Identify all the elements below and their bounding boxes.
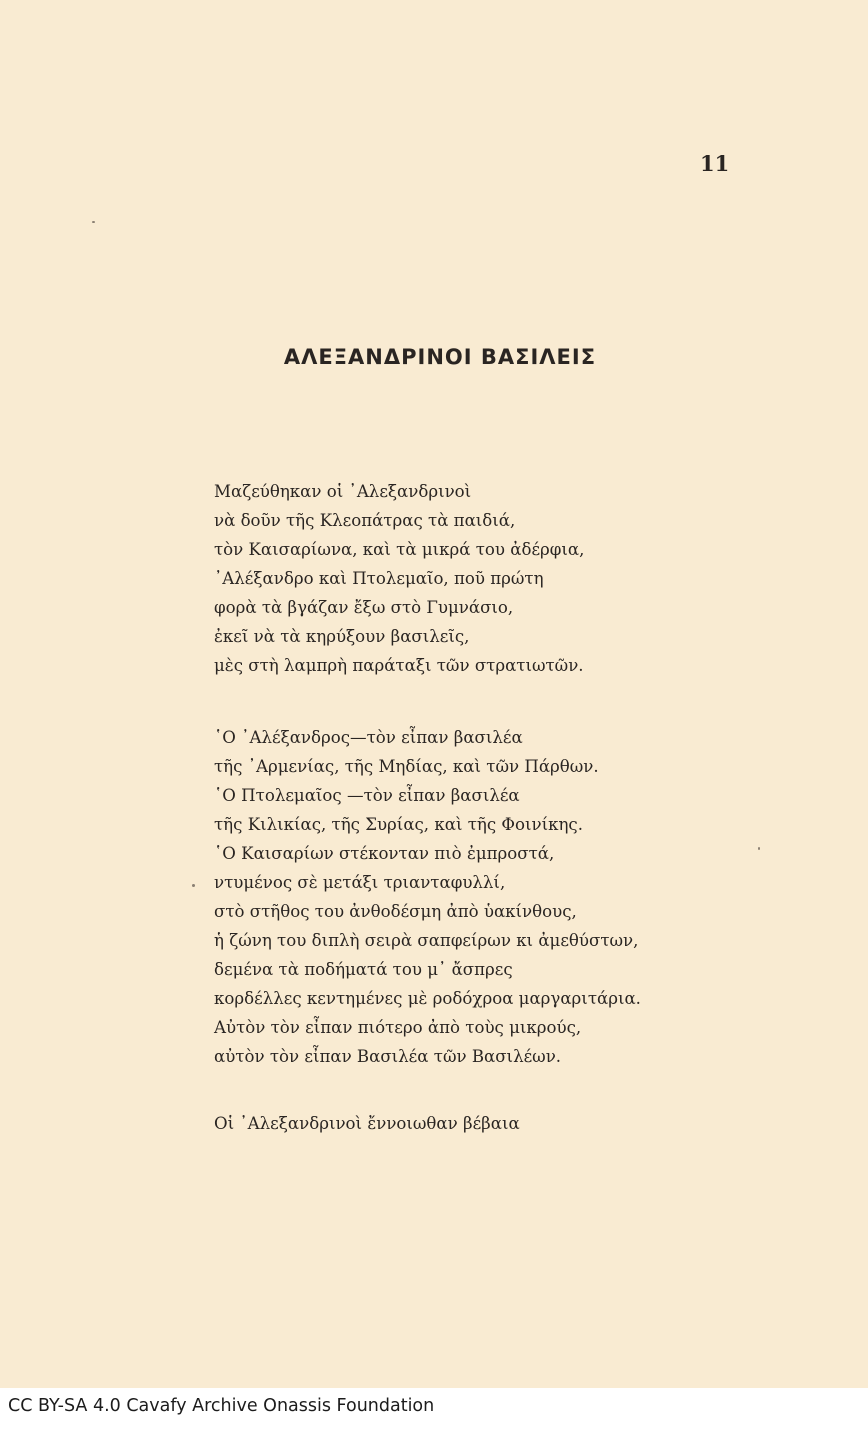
footer-bar (0, 1388, 868, 1429)
poem-line: τῆς ᾿Αρμενίας, τῆς Μηδίας, καὶ τῶν Πάρθων. (214, 757, 599, 776)
poem-line: ἐκεῖ νὰ τὰ κηρύξουν βασιλεῖς, (214, 627, 470, 646)
poem-line: Οἱ ᾿Αλεξανδρινοὶ ἔννοιωθαν βέβαια (214, 1114, 520, 1133)
poem-line: κορδέλλες κεντημένες μὲ ροδόχροα μαργαριτάρια. (214, 989, 641, 1008)
poem-line: ἡ ζώνη του διπλὴ σειρὰ σαπφείρων κι ἀμεθύστων, (214, 931, 639, 950)
poem-line: στὸ στῆθος του ἀνθοδέσμη ἀπὸ ὑακίνθους, (214, 902, 577, 921)
poem-line: ᾿Αλέξανδρο καὶ Πτολεμαῖο, ποῦ πρώτη (214, 569, 544, 588)
poem-line: φορὰ τὰ βγάζαν ἔξω στὸ Γυμνάσιο, (214, 598, 514, 617)
page-number: 11 (700, 151, 730, 176)
poem-line: Μαζεύθηκαν οἱ ᾿Αλεξανδρινοὶ (214, 482, 472, 501)
poem-line: ῾Ο Καισαρίων στέκονταν πιὸ ἐμπροστά, (214, 844, 555, 863)
stanza-1 (214, 477, 584, 680)
poem-line: τῆς Κιλικίας, τῆς Συρίας, καὶ τῆς Φοινίκης. (214, 815, 583, 834)
poem-title: ΑΛΕΞΑΝΔΡΙΝΟΙ ΒΑΣΙΛΕΙΣ (283, 345, 597, 369)
stanza-3 (214, 1109, 520, 1138)
stanza-2 (214, 723, 641, 1071)
poem-line: δεμένα τὰ ποδήματά του μ᾿ ἄσπρες (214, 960, 513, 979)
poem-line: τὸν Καισαρίωνα, καὶ τὰ μικρά του ἀδέρφια, (214, 540, 585, 559)
poem-line: αὐτὸν τὸν εἶπαν Βασιλέα τῶν Βασιλέων. (214, 1047, 562, 1066)
paper-speck (192, 884, 195, 887)
license-credit: CC BY-SA 4.0 Cavafy Archive Onassis Foundation (8, 1396, 435, 1416)
poem-line: Αὐτὸν τὸν εἶπαν πιότερο ἀπὸ τοὺς μικρούς, (214, 1018, 582, 1037)
paper-speck (92, 221, 95, 223)
paper-speck (758, 847, 760, 850)
poem-line: νὰ δοῦν τῆς Κλεοπάτρας τὰ παιδιά, (214, 511, 516, 530)
poem-line: μὲς στὴ λαμπρὴ παράταξι τῶν στρατιωτῶν. (214, 656, 584, 675)
poem-line: ῾Ο ᾿Αλέξανδρος—τὸν εἶπαν βασιλέα (214, 728, 523, 747)
poem-line: ῾Ο Πτολεμαῖος —τὸν εἶπαν βασιλέα (214, 786, 520, 805)
poem-line: ντυμένος σὲ μετάξι τριανταφυλλί, (214, 873, 506, 892)
